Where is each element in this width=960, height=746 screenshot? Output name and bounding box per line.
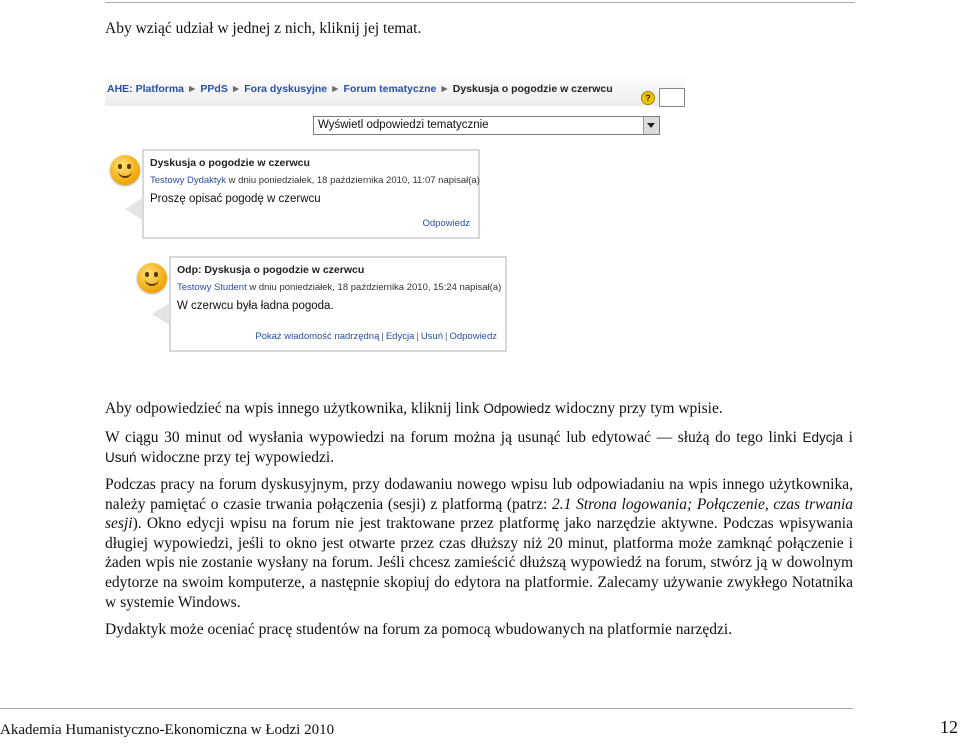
chevron-down-icon[interactable] [643,117,659,134]
link-separator: | [416,331,419,342]
breadcrumb-forum-link[interactable]: Forum tematyczne [343,83,437,95]
display-mode-select[interactable] [313,116,660,135]
paragraph-edit [105,428,853,467]
user-avatar-icon [110,155,140,185]
post-body: W czerwcu była ładna pogoda. [177,300,334,312]
text-run: W ciągu 30 minut od wysłania wypowiedzi na forum można ją usunąć lub edytować — służą do tego linki [105,429,803,446]
post-body: Proszę opisać pogodę w czerwcu [150,193,321,205]
breadcrumb-separator-icon: ► [230,83,242,95]
edit-link[interactable]: Edycja [385,331,415,342]
inline-term-usun: Usuń [105,449,137,465]
help-icon[interactable]: ? [641,91,655,105]
text-run: widoczne przy tej wypowiedzi. [136,448,335,466]
inline-term-edycja: Edycja [802,430,844,445]
breadcrumb-separator-icon: ► [330,83,341,95]
post-author-link[interactable]: Testowy Student [177,282,247,293]
reply-link[interactable]: Odpowiedz [449,331,497,342]
breadcrumb-current: Dyskusja o pogodzie w czerwcu [452,83,613,95]
post-actions [255,331,497,342]
forum-post-original [142,149,480,239]
text-run: i [843,429,853,446]
text-run: ). Okno edycji wpisu na forum nie jest traktowane przez platformę jako narzędzie aktywne. Podczas wpisywania długiej wypowiedzi, jeśli to okno jest otwarte przez czas dłuższy niż 20 minut, platforma może zamknąć połączenie i żaden wpis nie zostanie wysłany na forum. Jeśli chcesz zamieścić dłuższą wypowiedź na forum, stwórz ją w dowolnym edytorze na swoim komputerze, a następnie skopiuj do edytora na platformie. Zalecamy używanie zwykłego Notatnika w systemie Windows. [105,515,853,611]
paragraph-grading: Dydaktyk może oceniać pracę studentów na forum za pomocą wbudowanych na platformie narzędzi. [105,621,733,638]
footer-institution: Akademia Humanistyczno-Ekonomiczna w Łodzi 2010 [0,722,335,738]
forum-screenshot [105,70,685,355]
text-run: Aby odpowiedzieć na wpis innego użytkownika, kliknij link [105,400,484,417]
link-separator: | [381,331,384,342]
breadcrumb-home-link[interactable]: AHE: Platforma [107,83,185,95]
section-reference: 2.1 Strona logowania; Połączenie, czas trwania sesji [105,495,854,533]
navigation-bar [105,74,685,106]
post-title: Odp: Dyskusja o pogodzie w czerwcu [177,264,365,276]
post-title: Dyskusja o pogodzie w czerwcu [150,157,310,169]
footer-rule [0,708,853,709]
intro-text: Aby wziąć udział w jednej z nich, kliknij jej temat. [105,20,422,37]
display-mode-value: Wyświetl odpowiedzi tematycznie [318,119,489,131]
text-run: Podczas pracy na forum dyskusyjnym, przy dodawaniu nowego wpisu lub odpowiadaniu na wpis innego użytkownika, należy pamiętać o czasie trwania połączenia (sesji) z platformą (patrz: [105,476,853,513]
user-avatar-icon [137,263,167,293]
header-rule [105,2,855,3]
breadcrumb [107,83,613,95]
paragraph-session [105,475,853,612]
paragraph-reply [105,399,853,419]
search-input[interactable] [659,88,685,107]
text-run: widoczny przy tym wpisie. [550,400,723,417]
post-meta [150,175,480,186]
show-parent-link[interactable]: Pokaż wiadomość nadrzędną [255,331,380,342]
post-date: w dniu poniedziałek, 18 października 2010, 11:07 napisał(a) [226,175,480,186]
forum-post-reply [169,256,507,352]
breadcrumb-forums-link[interactable]: Fora dyskusyjne [244,83,328,95]
breadcrumb-separator-icon: ► [187,83,198,95]
page-number: 12 [940,717,958,737]
inline-term-odpowiedz: Odpowiedz [483,401,551,416]
breadcrumb-separator-icon: ► [439,83,450,95]
post-meta [177,282,501,293]
post-date: w dniu poniedziałek, 18 października 2010, 15:24 napisał(a) [246,282,502,293]
breadcrumb-course-link[interactable]: PPdS [200,83,228,95]
post-actions [422,218,470,229]
link-separator: | [445,331,448,342]
delete-link[interactable]: Usuń [420,331,443,342]
post-author-link[interactable]: Testowy Dydaktyk [150,175,227,186]
reply-link[interactable]: Odpowiedz [422,218,470,229]
